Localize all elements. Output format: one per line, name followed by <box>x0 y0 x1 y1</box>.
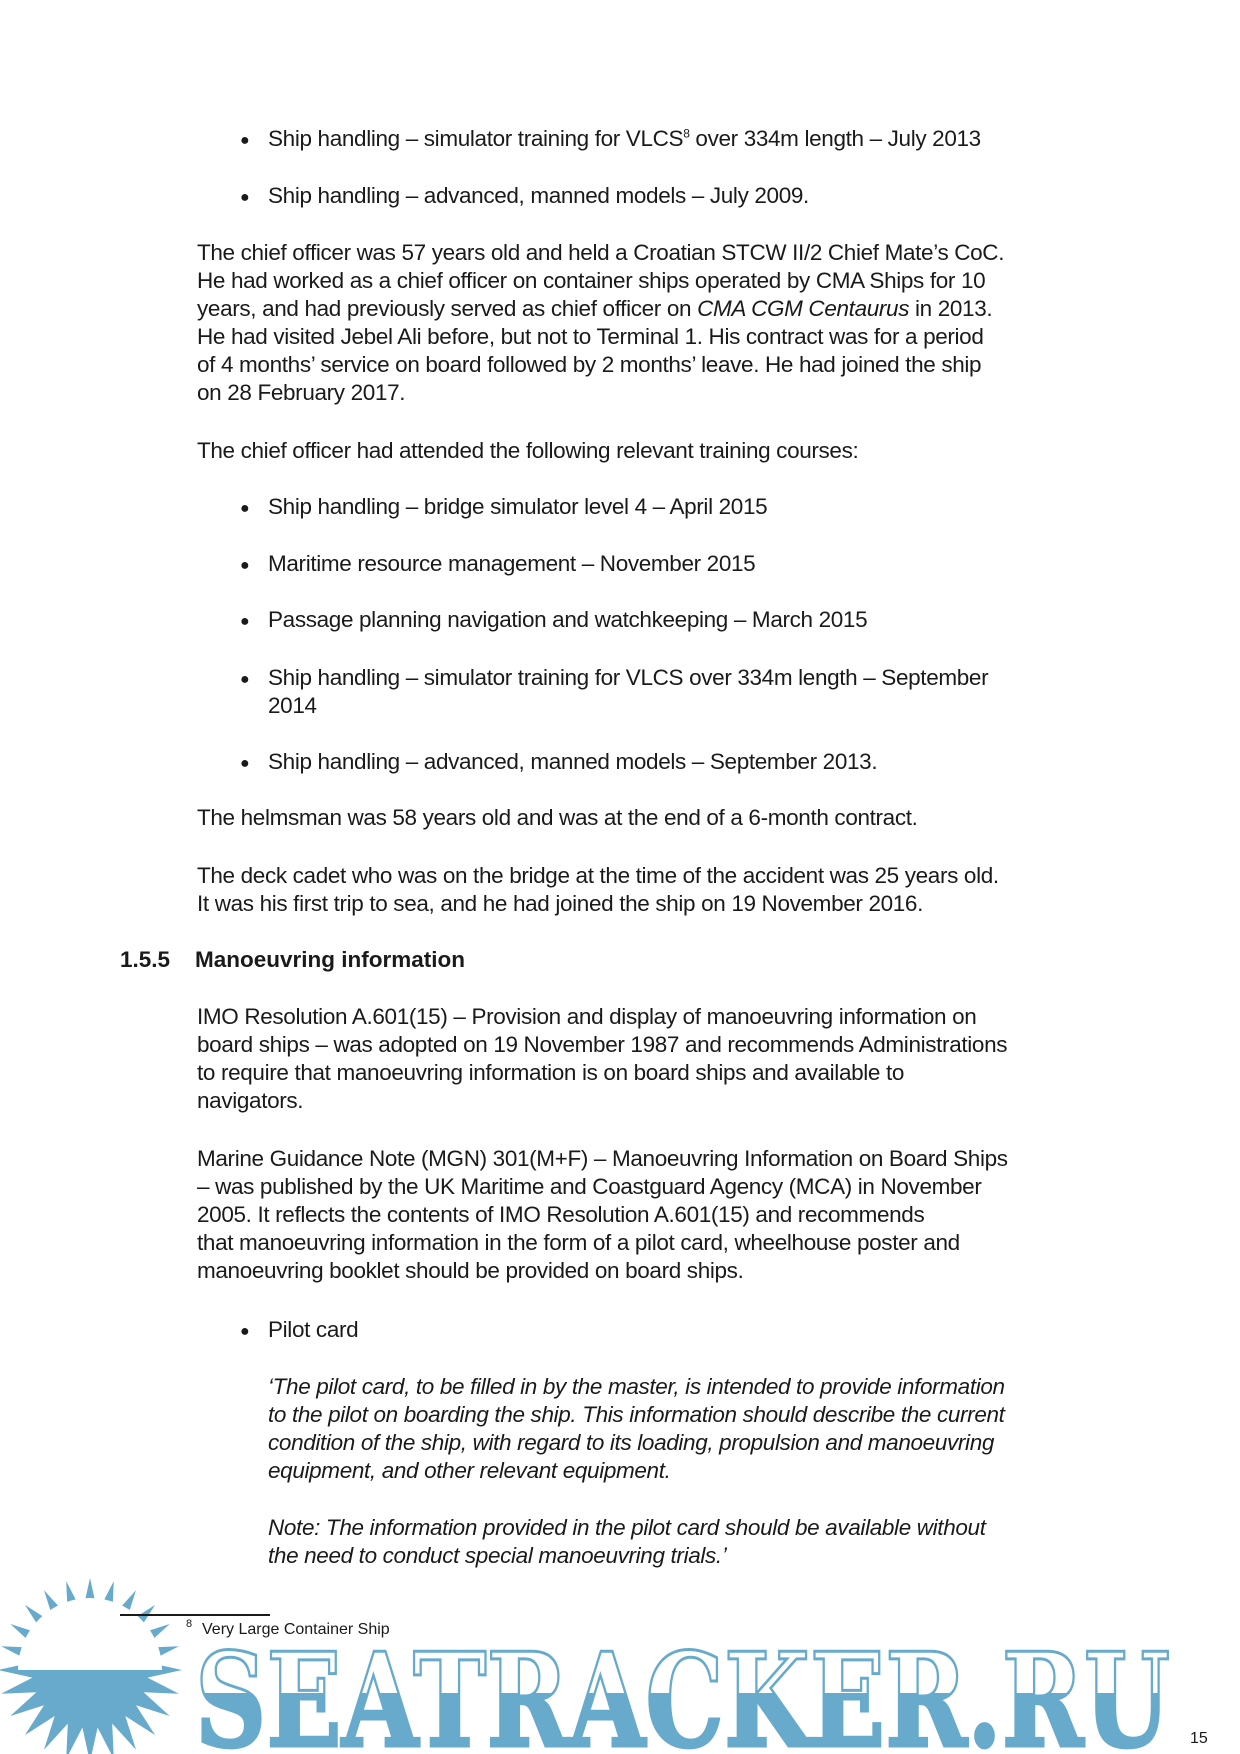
list-item: Ship handling – simulator training for VLCS over 334m length – September <box>268 665 989 690</box>
paragraph-line <box>197 295 992 323</box>
paragraph-line: on 28 February 2017. <box>197 380 406 405</box>
bullet-icon: ● <box>240 1323 250 1340</box>
list-item: Ship handling – advanced, manned models – September 2013. <box>268 749 878 774</box>
paragraph-line: It was his first trip to sea, and he had joined the ship on 19 November 2016. <box>197 891 923 916</box>
footnote-ref[interactable]: 8 <box>683 126 690 141</box>
list-item <box>268 125 981 153</box>
paragraph-line: – was published by the UK Maritime and Coastguard Agency (MCA) in November <box>197 1174 982 1199</box>
paragraph-line: of 4 months’ service on board followed by 2 months’ leave. He had joined the ship <box>197 352 982 377</box>
note-line: the need to conduct special manoeuvring trials.’ <box>268 1543 727 1568</box>
text: years, and had previously served as chief officer on <box>197 296 698 321</box>
bullet-icon: ● <box>240 132 250 149</box>
footnote-text: Very Large Container Ship <box>202 1621 390 1638</box>
list-item-text: over 334m length – July 2013 <box>689 126 981 151</box>
bullet-icon: ● <box>240 500 250 517</box>
bullet-icon: ● <box>240 613 250 630</box>
paragraph-line: He had visited Jebel Ali before, but not to Terminal 1. His contract was for a period <box>197 324 984 349</box>
paragraph-line: The chief officer was 57 years old and held a Croatian STCW II/2 Chief Mate’s CoC. <box>197 240 1005 265</box>
quote-line: condition of the ship, with regard to its loading, propulsion and manoeuvring <box>268 1430 995 1455</box>
ship-name: CMA CGM Centaurus <box>697 296 910 321</box>
paragraph: The helmsman was 58 years old and was at the end of a 6-month contract. <box>197 805 918 830</box>
watermark-logo <box>0 1570 1240 1754</box>
paragraph-line: Marine Guidance Note (MGN) 301(M+F) – Manoeuvring Information on Board Ships <box>197 1146 1008 1171</box>
footnote-marker: 8 <box>186 1618 193 1630</box>
bullet-icon: ● <box>240 671 250 688</box>
paragraph-line: 2005. It reflects the contents of IMO Resolution A.601(15) and recommends <box>197 1202 925 1227</box>
paragraph-line: to require that manoeuvring information is on board ships and available to <box>197 1060 905 1085</box>
list-item: Ship handling – advanced, manned models – July 2009. <box>268 183 809 208</box>
paragraph-line: manoeuvring booklet should be provided on board ships. <box>197 1258 744 1283</box>
section-number: 1.5.5 <box>120 947 171 972</box>
paragraph-line: navigators. <box>197 1088 304 1113</box>
paragraph-line: He had worked as a chief officer on container ships operated by CMA Ships for 10 <box>197 268 986 293</box>
bullet-icon: ● <box>240 557 250 574</box>
list-item: Passage planning navigation and watchkeeping – March 2015 <box>268 607 868 632</box>
paragraph: The chief officer had attended the following relevant training courses: <box>197 438 859 463</box>
list-item: Maritime resource management – November 2015 <box>268 551 756 576</box>
section-title: Manoeuvring information <box>195 947 465 972</box>
list-item-text: Ship handling – simulator training for VLCS <box>268 126 684 151</box>
paragraph-line: board ships – was adopted on 19 November 1987 and recommends Administrations <box>197 1032 1008 1057</box>
paragraph-line: that manoeuvring information in the form of a pilot card, wheelhouse poster and <box>197 1230 960 1255</box>
note-line: Note: The information provided in the pilot card should be available without <box>268 1515 986 1540</box>
paragraph-line: IMO Resolution A.601(15) – Provision and display of manoeuvring information on <box>197 1004 977 1029</box>
quote-line: to the pilot on boarding the ship. This information should describe the current <box>268 1402 1005 1427</box>
page-number: 15 <box>1190 1730 1208 1747</box>
bullet-icon: ● <box>240 755 250 772</box>
sun-icon <box>0 1578 182 1754</box>
paragraph-line: The deck cadet who was on the bridge at the time of the accident was 25 years old. <box>197 863 999 888</box>
text: in 2013. <box>909 296 993 321</box>
list-item: Pilot card <box>268 1317 359 1342</box>
list-item: Ship handling – bridge simulator level 4 – April 2015 <box>268 494 768 519</box>
quote-line: equipment, and other relevant equipment. <box>268 1458 671 1483</box>
list-item-continuation: 2014 <box>268 693 317 718</box>
quote-line: ‘The pilot card, to be filled in by the master, is intended to provide information <box>268 1374 1005 1399</box>
footnote-rule <box>120 1614 270 1616</box>
bullet-icon: ● <box>240 189 250 206</box>
watermark-text: SEATRACKER.RU <box>195 1624 1170 1754</box>
